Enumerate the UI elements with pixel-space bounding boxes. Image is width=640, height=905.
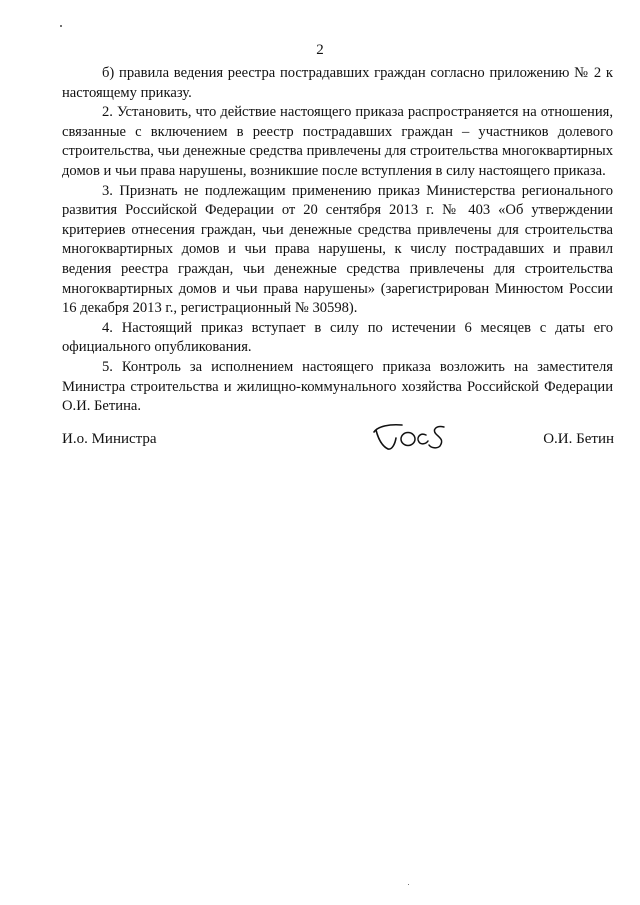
paragraph-3: 3. Признать не подлежащим применению приказ Министерства регионального развития Российской Федерации от 20 сентября 2013 г. № 403 «Об утверждении критериев отнесения граждан, чьи денежные средства привлечены для строительства многоквартирных домов и чьи права нарушены, к числу пострадавших и правил ведения реестра граждан, чьи денежные средства привлечены для строительства многоквартирных домов и чьи права нарушены» (зарегистрирован Минюстом России 16 декабря 2013 г., регистрационный № 30598). [62,182,613,317]
handwritten-signature-icon [368,416,448,458]
paragraph-2: 2. Установить, что действие настоящего приказа распространяется на отношения, связанные с включением в реестр пострадавших граждан – участников долевого строительства, чьи денежные средства привлечены для строительства многоквартирных домов и чьи права нарушены, возникшие после вступления в силу настоящего приказа. [62,104,613,179]
document-body [62,64,613,417]
scan-speck-bottom [408,884,409,885]
page-number: 2 [316,42,324,58]
scan-speck [60,25,62,27]
signatory-title: И.о. Министра [62,431,157,447]
signature-block [62,428,614,458]
paragraph-4: 4. Настоящий приказ вступает в силу по истечении 6 месяцев с даты его официального опубликования. [62,319,613,356]
signatory-name: О.И. Бетин [543,431,614,447]
paragraph-1b: б) правила ведения реестра пострадавших граждан согласно приложению № 2 к настоящему приказу. [62,65,613,101]
paragraph-5: 5. Контроль за исполнением настоящего приказа возложить на заместителя Министра строительства и жилищно-коммунального хозяйства Российской Федерации О.И. Бетина. [62,358,613,415]
